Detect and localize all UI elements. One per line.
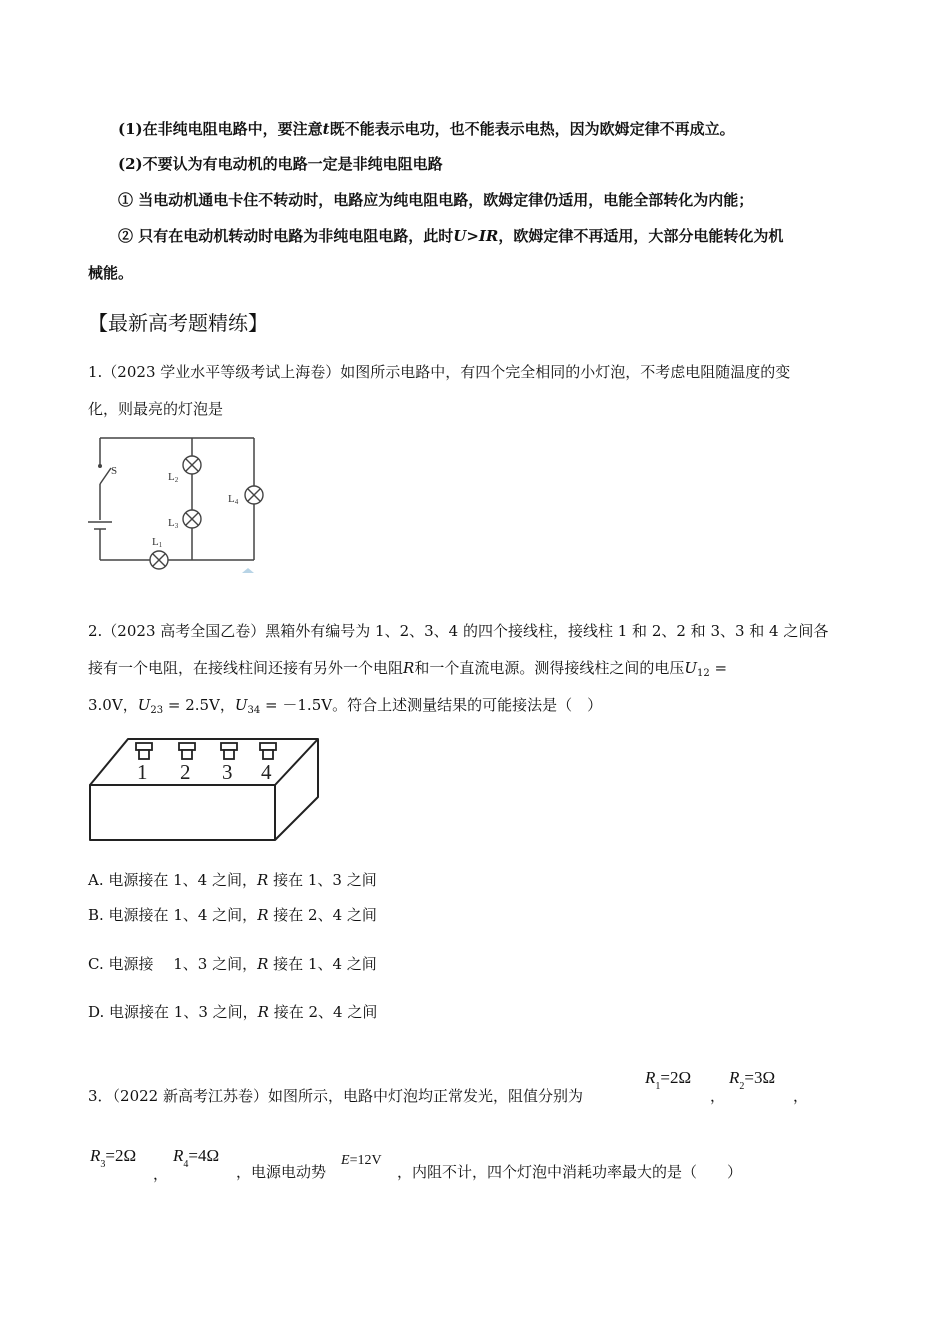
label-l4: L4 (228, 493, 239, 506)
terminal-label-4: 4 (261, 760, 272, 784)
q2-line2-text: 接有一个电阻，在接线柱间还接有另外一个电阻 (88, 659, 404, 677)
terminal-label-2: 2 (180, 760, 191, 784)
terminal-post-3 (221, 743, 237, 759)
q2-text-line3 (88, 694, 602, 716)
lamp-l4-icon (245, 486, 263, 504)
q3-r3: $R_3=2\Omega$ (90, 1146, 137, 1170)
q2-var-u34-sub: 34 (247, 705, 261, 716)
note-1-text: (1)在非纯电阻电路中，要注意 (118, 120, 323, 138)
q3-r4: $R_4=4\Omega$ (173, 1146, 220, 1170)
note-4-math: U>IR (453, 227, 499, 245)
q3-emf-prefix: ，电源电动势 (236, 1163, 327, 1181)
q2-line2-eq: = (709, 659, 728, 677)
q3-emf: E=12V (341, 1153, 382, 1168)
q1-text-line1: 1.（2023 学业水平等级考试上海卷）如图所示电路中，有四个完全相同的小灯泡，不考虑电阻随温度的变 (88, 363, 791, 381)
q2-var-u12: U (684, 659, 697, 677)
q2-question-prompt: = －1.5V。符合上述测量结果的可能接法是（ ） (260, 696, 603, 714)
q3-question-prompt: ，内阻不计，四个灯泡中消耗功率最大的是（ ） (397, 1163, 743, 1181)
q2-blackbox-diagram (88, 733, 324, 843)
switch-label: S (111, 465, 118, 477)
q2-u12-value: 3.0V， (88, 696, 138, 714)
terminal-label-1: 1 (137, 760, 148, 784)
q2-u23-value: = 2.5V， (163, 696, 235, 714)
q3-separator-2: ， (793, 1087, 809, 1105)
note-1 (118, 118, 735, 139)
note-4-continued: 械能。 (88, 264, 134, 282)
terminal-label-3: 3 (222, 760, 233, 784)
q2-option-b[interactable]: B. 电源接在 1、4 之间，R 接在 2、4 之间 (88, 906, 377, 924)
lamp-l1-icon (150, 551, 168, 569)
q3-r2: $R_2=3\Omega$ (729, 1068, 776, 1092)
label-l3: L3 (168, 517, 179, 530)
q2-text-line1: 2.（2023 高考全国乙卷）黑箱外有编号为 1、2、3、4 的四个接线柱，接线柱 1 和 2、2 和 3、3 和 4 之间各 (88, 622, 829, 640)
switch-contact (98, 464, 102, 468)
note-1-end: 既不能表示电功，也不能表示电热，因为欧姆定律不再成立。 (329, 120, 735, 138)
label-l2: L2 (168, 471, 179, 484)
q1-text-line2: 化，则最亮的灯泡是 (88, 400, 224, 418)
terminal-post-1 (136, 743, 152, 759)
q3-text-line1: 3．（2022 新高考江苏卷）如图所示，电路中灯泡均正常发光，阻值分别为 (88, 1087, 583, 1105)
q3-r1: $R_1=2\Omega$ (645, 1068, 692, 1092)
lamp-l3-icon (183, 510, 201, 528)
q2-line2-text-b: 和一个直流电源。测得接线柱之间的电压 (414, 659, 685, 677)
q2-var-r: R (403, 659, 415, 677)
terminal-post-2 (179, 743, 195, 759)
note-1-variable: t (322, 120, 330, 138)
note-4-text-b: ，欧姆定律不再适用，大部分电能转化为机 (498, 227, 784, 245)
section-title: 【最新高考题精练】 (88, 311, 268, 335)
q2-text-line2 (88, 657, 727, 679)
q2-option-d[interactable]: D. 电源接在 1、3 之间，R 接在 2、4 之间 (88, 1003, 378, 1021)
note-4-text: ② 只有在电动机转动时电路为非纯电阻电路，此时 (118, 227, 454, 245)
q2-var-u23: U (137, 696, 151, 714)
q2-option-a[interactable]: A. 电源接在 1、4 之间，R 接在 1、3 之间 (88, 871, 377, 889)
note-2: (2)不要认为有电动机的电路一定是非纯电阻电路 (118, 155, 443, 173)
q2-var-u23-sub: 23 (150, 705, 164, 716)
scroll-marker-icon (242, 568, 254, 573)
note-4 (118, 225, 783, 246)
lamp-l2-icon (183, 456, 201, 474)
q3-separator-1: ， (710, 1087, 726, 1105)
q2-option-c[interactable]: C. 电源接 1、3 之间，R 接在 1、4 之间 (88, 955, 377, 973)
label-l1: L1 (152, 536, 163, 549)
q3-separator-3: ， (153, 1165, 169, 1183)
q1-circuit-diagram (84, 430, 284, 580)
terminal-post-4 (260, 743, 276, 759)
q2-var-u34: U (234, 696, 248, 714)
q2-var-u12-sub: 12 (696, 668, 710, 679)
note-3: ① 当电动机通电卡住不转动时，电路应为纯电阻电路，欧姆定律仍适用，电能全部转化为内能； (118, 191, 754, 209)
